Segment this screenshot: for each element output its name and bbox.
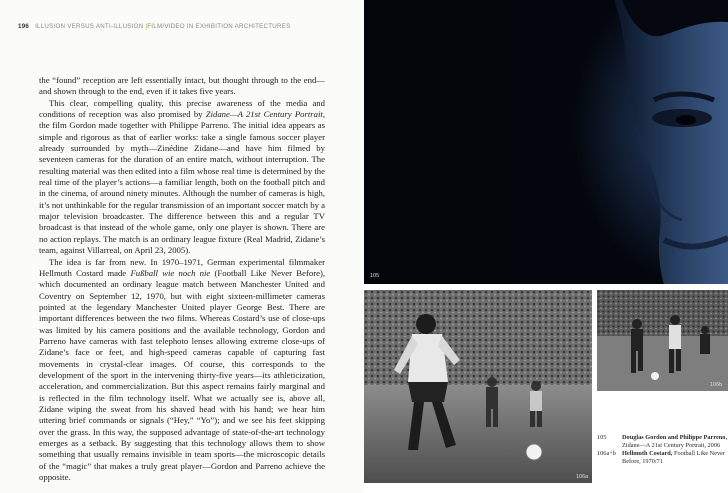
film-title-fussball: Fußball wie noch nie [130,267,211,278]
paragraph-1: the “found” reception are left essentially intact, but thought through to the end—and shown through to the end, even if it takes five years. [39,75,325,97]
caption-entry-106 [597,450,728,466]
paragraph-3 [39,257,325,484]
figure-105-label: 105 [370,273,380,279]
paragraph-2-text-b: , the film Gordon made together with Philippe Parreno. The initial idea appears as simple and rigorous as that of earlier works: take a single famous soccer player already surrounded by myth—Zinédine Zidane—and have him filmed by seventeen cameras for the duration of an entire match, without interruption. The resulting material was then edited into a film whose real time is determined by the real time of the player’s actions—a familiar length, both on the football pitch and in the cinema, of around ninety minutes. Although the number of cameras is high, it’s not unthinkable for the regular transmission of an important soccer match by a major television broadcaster. The difference between this and a regular TV broadcast is that instead of the whole game, only one player is shown. There are no action replays. The match is an ordinary league fixture (Real Madrid, Zidane’s team, against Villarreal, on April 23, 2005). [39,109,325,256]
page-number: 196 [18,23,30,30]
running-head-separator: | [145,23,148,30]
paragraph-3-text-b: (Football Like Never Before), which documented an ordinary league match between Manchester United and Coventry on September 12, 1970, but with eight sixteen-millimeter cameras pointed at the legendary Manchester United player George Best. There are important differences between the two films. Whereas Costard’s use of close-ups was limited by his camera positions and the available technology, Gordon and Parreno have cameras with fast telephoto lenses allowing extreme close-ups of Zidane’s face or feet, and high-speed cameras capable of capturing fast movements in crystal-clear images. Of course, this corresponds to the development of the sport in the intervening thirty-five years—its athleticization, acceleration, and commercialization. But this aspect remains fairly marginal and is reflected in the film technology itself. What we actually see is, above all, Zidane wiping the sweat from his shaved head with his hand; we hear him uttering brief commands or signals (“Hey,” “Yo”); and we see his feet skipping over the grass. In this way, the supposed advantage of state-of-the-art technology emerges as a setback. By suggesting that this technology allows them to show something that usually remains invisible in team sports—the microscopic details of the “magic” that makes a truly great player—Gordon and Parreno achieve the opposite. [39,267,326,483]
figure-105-zidane-closeup [364,0,728,284]
caption-text-105 [622,434,727,450]
caption-author-106: Hellmuth Costard, [622,450,673,457]
running-head [18,23,291,30]
figure-106b-football-photo [597,290,728,391]
football-action-image [597,290,728,391]
figure-caption [597,434,728,466]
figure-106b-label: 106b [710,382,723,388]
caption-entry-105 [597,434,728,450]
figure-106a-label: 106a [576,474,589,480]
football-crowd-image [364,290,592,483]
chapter-title: FILM/VIDEO IN EXHIBITION ARCHITECTURES [147,23,291,30]
section-title: ILLUSION VERSUS ANTI-ILLUSION [35,23,144,30]
paragraph-2-text-a: This clear, compelling quality, this precise awareness of the media and conditions of reception was also promised by [39,97,325,120]
body-text [39,75,325,483]
film-title-zidane: Zidane—A 21st Century Portrait [205,109,323,120]
caption-number-105: 105 [597,434,607,441]
caption-title-106: Football Like Never Before, 1970/71 [622,450,726,465]
caption-text-106 [622,450,728,466]
paragraph-3-text-a: The idea is far from new. In 1970–1971, German experimental filmmaker Hellmuth Costard made [39,256,325,278]
zidane-closeup-image [364,0,728,284]
caption-title-105: Zidane—A 21st Century Portrait, 2006 [622,442,721,449]
paragraph-2 [39,98,325,257]
figure-106a-football-photo [364,290,592,483]
caption-author-105: Douglas Gordon and Philippe Parreno, [622,434,728,441]
caption-number-106: 106a+b [597,450,616,457]
